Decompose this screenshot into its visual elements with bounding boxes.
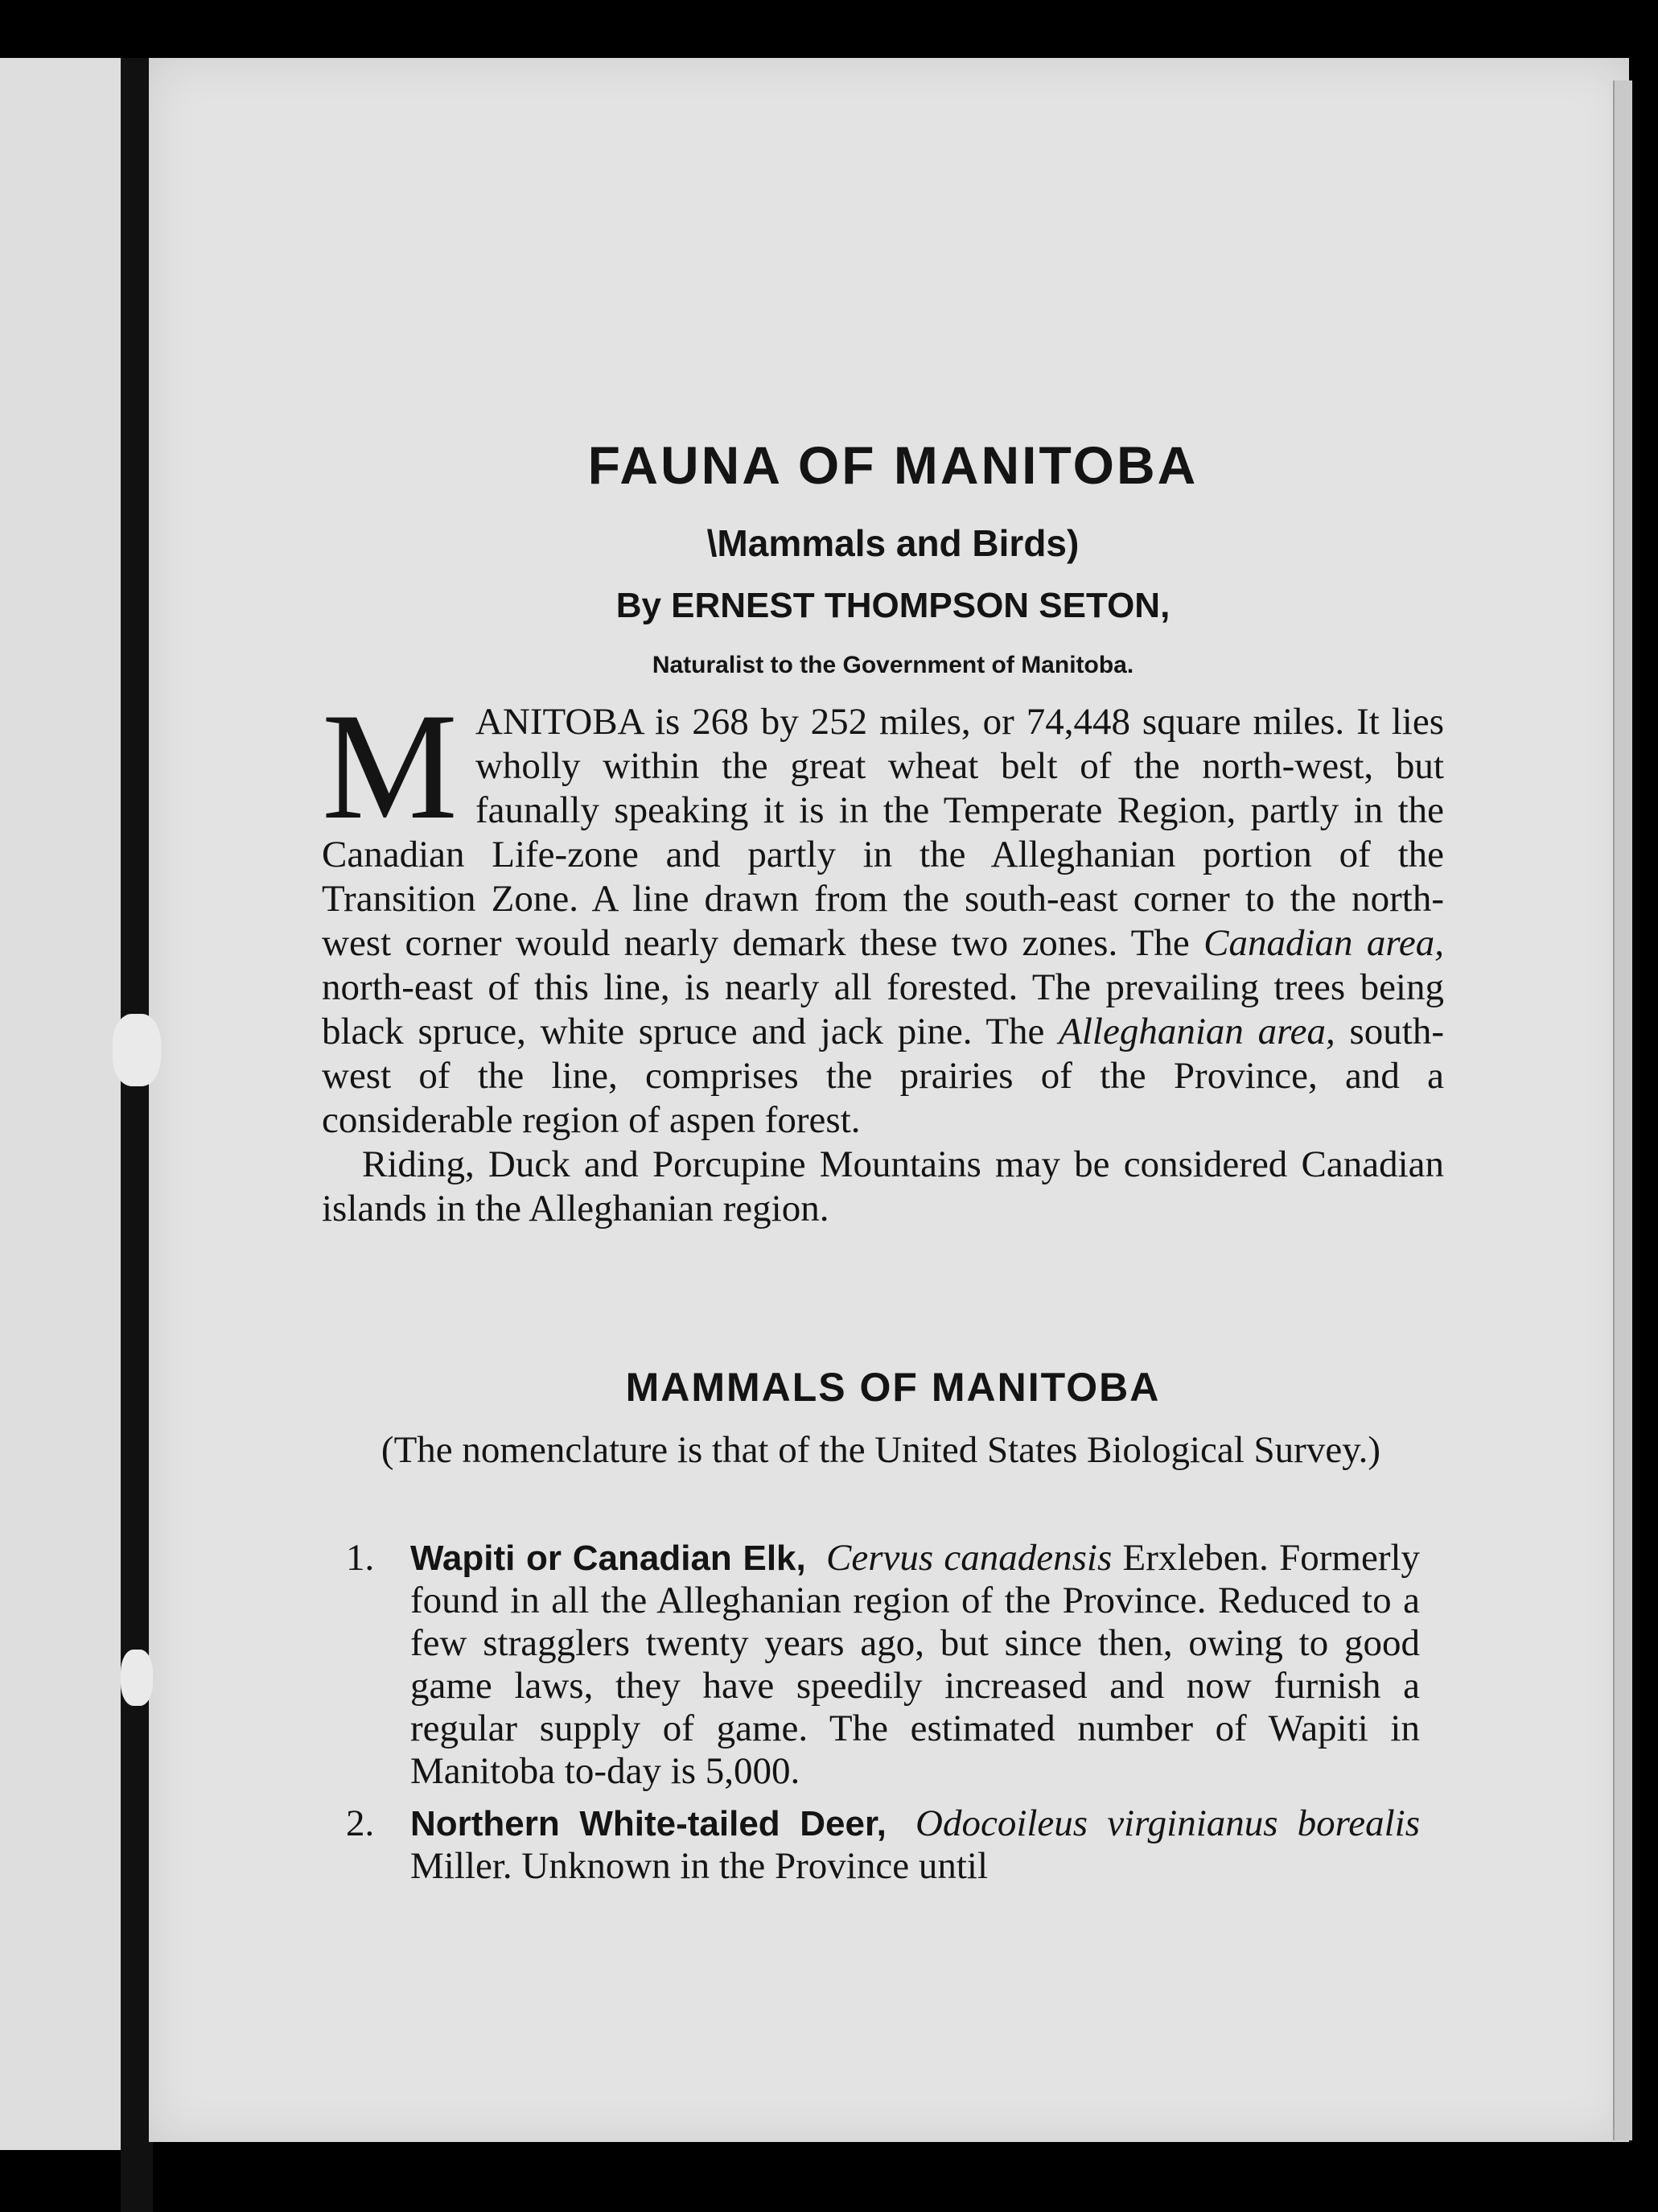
mammals-heading: MAMMALS OF MANITOBA bbox=[625, 1365, 1161, 1410]
species-entry-wapiti bbox=[346, 1537, 1420, 1793]
islands-paragraph: Riding, Duck and Porcupine Mountains may be considered Canadian islands in the Alleghanian region. bbox=[322, 1143, 1444, 1230]
intro-text bbox=[322, 682, 1445, 1231]
species-entry-white-tailed-deer bbox=[346, 1802, 1420, 1888]
species-description: Unknown in the Province until bbox=[521, 1845, 988, 1887]
page-edge bbox=[1613, 80, 1632, 2140]
nomenclature-note: (The nomenclature is that of the United States Biological Survey.) bbox=[381, 1429, 1381, 1471]
intro-paragraph bbox=[322, 682, 1445, 1143]
facing-page-edge bbox=[0, 58, 129, 2150]
spine-tear-mark bbox=[113, 1014, 161, 1086]
species-list bbox=[346, 1537, 1420, 1897]
page-subtitle: \Mammals and Birds) bbox=[706, 522, 1080, 564]
species-number: 1. bbox=[346, 1537, 375, 1579]
species-common-name: Northern White-tailed Deer, bbox=[410, 1804, 887, 1843]
author-affiliation: Naturalist to the Government of Manitoba. bbox=[652, 652, 1134, 678]
page-title: FAUNA OF MANITOBA bbox=[587, 435, 1199, 495]
species-authority: Erxleben. bbox=[1122, 1537, 1269, 1579]
intro-text-c: south-west of the line, comprises the prairies of the Province, and a considerable region of aspen forest. bbox=[322, 1011, 1445, 1141]
alleghanian-area-term: Alleghanian area, bbox=[1059, 1011, 1335, 1052]
species-common-name: Wapiti or Canadian Elk, bbox=[410, 1539, 806, 1578]
drop-cap: M bbox=[322, 682, 458, 851]
author-byline: By ERNEST THOMPSON SETON, bbox=[615, 586, 1170, 625]
intro-text-b: north-east of this line, is nearly all forested. The prevailing trees being black spruce, white spruce and jack pine. The bbox=[322, 966, 1444, 1052]
species-scientific-name: Cervus canadensis bbox=[826, 1537, 1113, 1579]
intro-text-a: ANITOBA is 268 by 252 miles, or 74,448 square miles. It lies wholly within the great wheat belt of the north-west, but faunally speaking it is in the Temperate Region, partly in the Canadian Life-zone and partly in the Alleghanian portion of the Transition Zone. A line drawn from the south-east corner to the north-west corner would nearly demark these two zones. The bbox=[322, 701, 1444, 964]
species-number: 2. bbox=[346, 1802, 375, 1844]
spine-tear-mark bbox=[121, 1650, 153, 1706]
species-authority: Miller. bbox=[410, 1845, 512, 1887]
species-description: Formerly found in all the Alleghanian region of the Province. Reduced to a few stragglers twenty years ago, but since then, owing to good game laws, they have speedily increased and now furnish a regular supply of game. The estimated number of Wapiti in Manitoba to-day is 5,000. bbox=[410, 1537, 1421, 1792]
canadian-area-term: Canadian area, bbox=[1203, 922, 1445, 964]
species-scientific-name: Odocoileus virginianus borealis bbox=[915, 1802, 1420, 1844]
book-spine bbox=[121, 58, 153, 2212]
